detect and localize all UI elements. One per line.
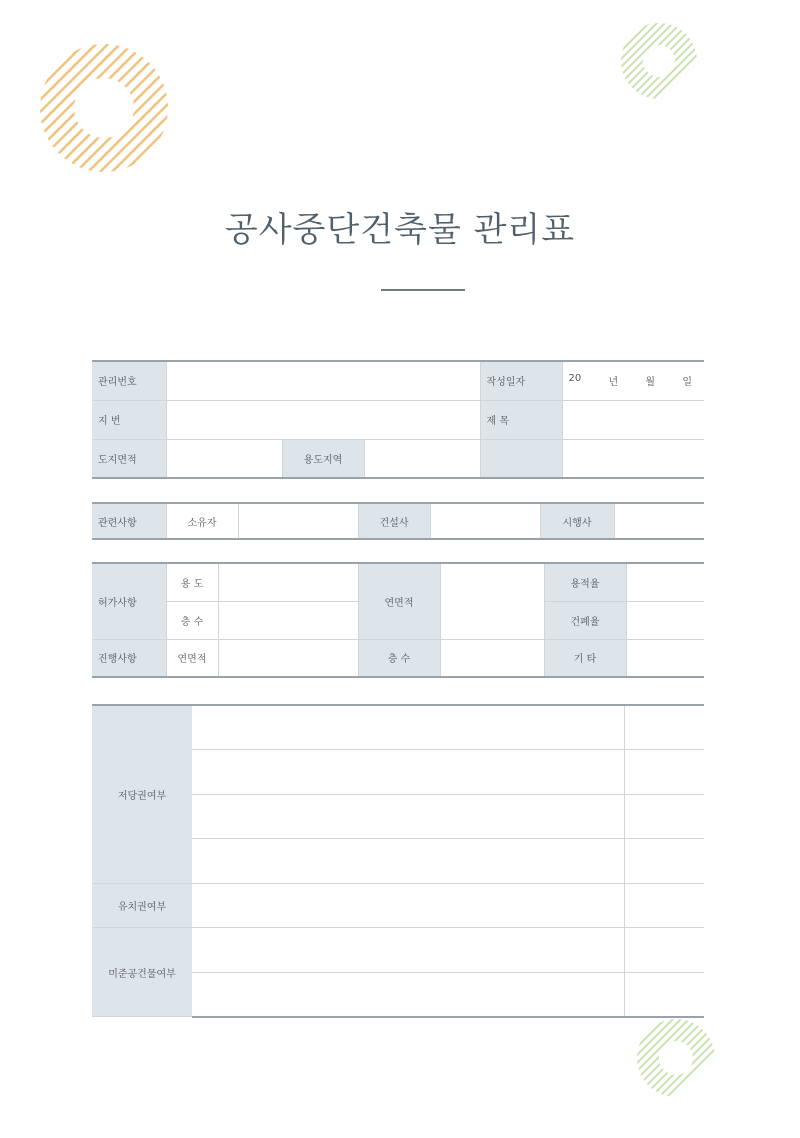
- floor-area-ratio-field[interactable]: [626, 563, 704, 601]
- coverage-ratio-field[interactable]: [626, 601, 704, 639]
- mortgage-extra-4[interactable]: [624, 839, 704, 884]
- mortgage-field-3[interactable]: [192, 794, 624, 839]
- owner-label: 소유자: [166, 503, 238, 539]
- land-area-field[interactable]: [166, 439, 282, 478]
- permit-label: 허가사항: [92, 563, 166, 639]
- floors-label: 층 수: [166, 601, 218, 639]
- decorative-striped-ring-orange: [34, 38, 174, 178]
- mgmt-no-label: 관리번호: [92, 361, 166, 400]
- unfinished-extra-1[interactable]: [624, 928, 704, 973]
- related-label: 관련사항: [92, 503, 166, 539]
- use-zone-label: 용도지역: [282, 439, 364, 478]
- mortgage-extra-3[interactable]: [624, 794, 704, 839]
- written-date-field[interactable]: [562, 361, 704, 400]
- title-underline: [381, 289, 465, 291]
- day-label: 일: [682, 377, 693, 389]
- use-field[interactable]: [218, 563, 358, 601]
- progress-area-field[interactable]: [218, 639, 358, 677]
- mortgage-field-1[interactable]: [192, 705, 624, 750]
- land-area-label: 도지면적: [92, 439, 166, 478]
- total-area-field[interactable]: [440, 563, 544, 639]
- month-label: 월: [645, 377, 656, 389]
- lien-extra[interactable]: [624, 883, 704, 928]
- unfinished-label: 미준공건물여부: [92, 928, 192, 1017]
- year-label: 년: [608, 377, 619, 389]
- unfinished-field-1[interactable]: [192, 928, 624, 973]
- mortgage-extra-1[interactable]: [624, 705, 704, 750]
- floors-field[interactable]: [218, 601, 358, 639]
- mortgage-field-4[interactable]: [192, 839, 624, 884]
- related-parties-table: [92, 502, 704, 540]
- empty-label-cell: [480, 439, 562, 478]
- mgmt-no-field[interactable]: [166, 361, 480, 400]
- lien-label: 유치권여부: [92, 883, 192, 928]
- etc-label: 기 타: [544, 639, 626, 677]
- lot-number-label: 지 번: [92, 400, 166, 439]
- progress-area-label: 연면적: [166, 639, 218, 677]
- management-info-table: [92, 360, 704, 479]
- subject-field[interactable]: [562, 400, 704, 439]
- owner-field[interactable]: [238, 503, 358, 539]
- use-label: 용 도: [166, 563, 218, 601]
- lot-number-field[interactable]: [166, 400, 480, 439]
- page-title: 공사중단건축물 관리표: [224, 210, 576, 250]
- progress-floors-field[interactable]: [440, 639, 544, 677]
- decorative-striped-ring-green-top: [618, 20, 700, 102]
- lien-field[interactable]: [192, 883, 624, 928]
- mortgage-label: 저당권여부: [92, 705, 192, 883]
- progress-label: 진행사항: [92, 639, 166, 677]
- coverage-ratio-label: 건폐율: [544, 601, 626, 639]
- written-date-label: 작성일자: [480, 361, 562, 400]
- unfinished-field-2[interactable]: [192, 972, 624, 1017]
- mortgage-extra-2[interactable]: [624, 750, 704, 795]
- date-prefix: 20: [568, 373, 582, 385]
- subject-label: 제 목: [480, 400, 562, 439]
- progress-floors-label: 층 수: [358, 639, 440, 677]
- etc-field[interactable]: [626, 639, 704, 677]
- developer-field[interactable]: [614, 503, 704, 539]
- permit-progress-table: [92, 562, 704, 678]
- mortgage-field-2[interactable]: [192, 750, 624, 795]
- decorative-striped-ring-green-bottom: [634, 1016, 718, 1100]
- developer-label: 시행사: [540, 503, 614, 539]
- builder-field[interactable]: [430, 503, 540, 539]
- rights-status-table: [92, 704, 704, 1018]
- use-zone-field[interactable]: [364, 439, 480, 478]
- builder-label: 건설사: [358, 503, 430, 539]
- floor-area-ratio-label: 용적율: [544, 563, 626, 601]
- empty-field-cell[interactable]: [562, 439, 704, 478]
- unfinished-extra-2[interactable]: [624, 972, 704, 1017]
- total-area-label: 연면적: [358, 563, 440, 639]
